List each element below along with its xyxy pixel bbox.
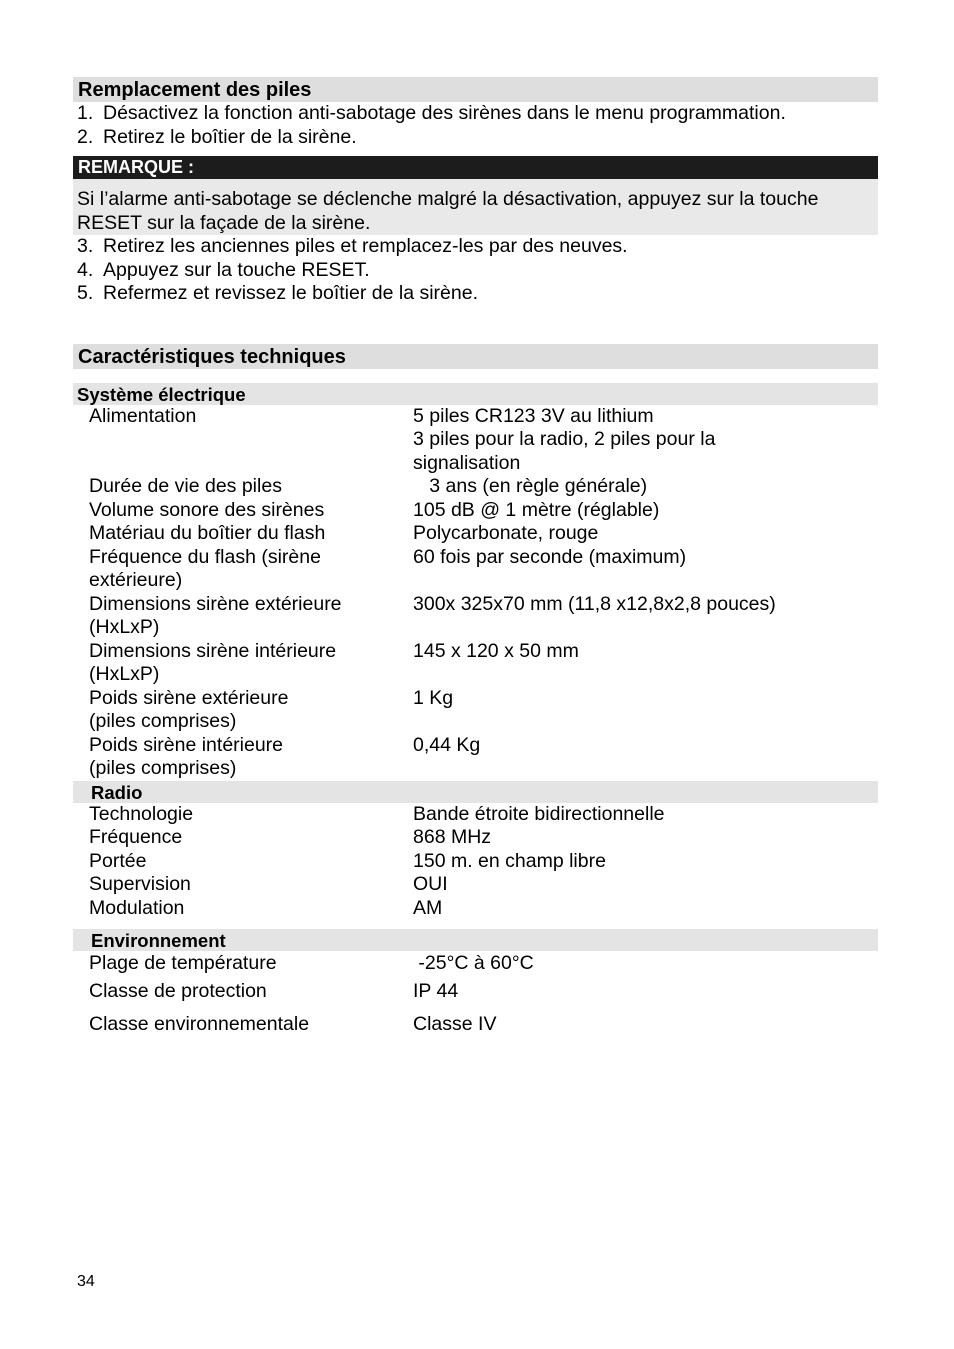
spec-value-line: Classe IV: [413, 1013, 497, 1035]
environment-subsection-title: Environnement: [73, 929, 878, 951]
spec-row: [73, 499, 878, 523]
spacer: [73, 306, 878, 344]
spec-label: [73, 826, 413, 850]
spec-label: [73, 687, 413, 734]
list-item: [73, 282, 878, 306]
remark-text: Si l’alarme anti-sabotage se déclenche malgré la désactivation, appuyez sur la touche: [77, 188, 819, 210]
spec-value-line: 150 m. en champ libre: [413, 849, 606, 872]
spec-value: [413, 897, 878, 921]
step-number: 3.: [77, 235, 94, 257]
spec-value-line: 868 MHz: [413, 826, 492, 848]
electrical-spec-table: [73, 405, 878, 781]
radio-subsection-title: Radio: [73, 781, 878, 803]
remark-text: RESET sur la façade de la sirène.: [77, 211, 371, 234]
spec-row: [73, 803, 878, 827]
step-number: 2.: [77, 125, 94, 148]
spec-label: [73, 640, 413, 687]
spec-value: [413, 952, 878, 976]
spec-label-line: Durée de vie des piles: [89, 475, 282, 497]
step-text: Désactivez la fonction anti-sabotage des sirènes dans le menu programmation.: [103, 102, 786, 124]
spec-label-line: (piles comprises): [89, 757, 237, 779]
list-item: [73, 259, 878, 283]
spec-row: [73, 826, 878, 850]
list-item: [73, 102, 878, 126]
list-item: [73, 235, 878, 259]
spec-label: [73, 952, 413, 976]
spec-row: [73, 980, 878, 1004]
spec-value: [413, 873, 878, 897]
spec-value: [413, 405, 878, 476]
spacer: [73, 369, 878, 383]
spec-value-line: 105 dB @ 1 mètre (réglable): [413, 498, 660, 521]
spec-value-line: Bande étroite bidirectionnelle: [413, 802, 665, 825]
spec-label-line: Classe de protection: [89, 979, 267, 1002]
specs-section-title: Caractéristiques techniques: [73, 344, 878, 369]
page-number: 34: [77, 1273, 95, 1290]
spec-label-line: extérieure): [89, 569, 183, 591]
spec-value: [413, 475, 878, 499]
spec-value: [413, 499, 878, 523]
spec-label: [73, 593, 413, 640]
spec-row: [73, 475, 878, 499]
spec-label-line: Fréquence: [89, 826, 183, 848]
spec-value-line: AM: [413, 896, 443, 919]
step-number: 5.: [77, 282, 94, 304]
spec-label: [73, 803, 413, 827]
step-text: Appuyez sur la touche RESET.: [103, 258, 370, 281]
spec-row: [73, 405, 878, 476]
spec-value: [413, 1013, 878, 1037]
step-text: Retirez les anciennes piles et remplacez-les par des neuves.: [103, 235, 628, 257]
spec-label: [73, 734, 413, 781]
spec-label: [73, 850, 413, 874]
radio-spec-table: [73, 803, 878, 921]
spec-value-line: 0,44 Kg: [413, 733, 481, 756]
spec-value: [413, 803, 878, 827]
remark-body: [73, 179, 878, 235]
spec-value: [413, 593, 878, 640]
spec-value-line: 3 ans (en règle générale): [413, 475, 648, 497]
steps-list-b: [73, 235, 878, 306]
spec-value-line: 300x 325x70 mm (11,8 x12,8x2,8 pouces): [413, 592, 776, 615]
spec-value-line: 5 piles CR123 3V au lithium: [413, 404, 654, 427]
spec-label-line: (HxLxP): [89, 616, 160, 638]
spec-value: [413, 687, 878, 734]
step-number: 1.: [77, 102, 94, 124]
spec-value: [413, 640, 878, 687]
spec-row: [73, 897, 878, 921]
spec-value: [413, 850, 878, 874]
spec-value-line: 3 piles pour la radio, 2 piles pour la: [413, 428, 716, 450]
spec-label-line: Dimensions sirène intérieure: [89, 639, 337, 662]
spec-label: [73, 499, 413, 523]
spec-label: [73, 873, 413, 897]
spec-value: [413, 522, 878, 546]
spacer: [73, 920, 878, 929]
spec-row: [73, 952, 878, 976]
spec-label-line: Alimentation: [89, 404, 197, 427]
environment-spec-table: [73, 952, 878, 1037]
spec-label-line: Portée: [89, 849, 147, 872]
spec-value-line: Polycarbonate, rouge: [413, 522, 599, 544]
spec-value: [413, 826, 878, 850]
spec-label-line: Modulation: [89, 896, 185, 919]
step-text: Retirez le boîtier de la sirène.: [103, 125, 357, 148]
remark-title: REMARQUE :: [73, 156, 878, 179]
battery-section-title: Remplacement des piles: [73, 77, 878, 102]
spec-label-line: Matériau du boîtier du flash: [89, 522, 326, 544]
spec-label: [73, 897, 413, 921]
spec-value-line: 145 x 120 x 50 mm: [413, 639, 579, 662]
spec-label: [73, 522, 413, 546]
spec-row: [73, 522, 878, 546]
spec-label-line: (piles comprises): [89, 710, 237, 732]
spec-row: [73, 1013, 878, 1037]
spec-value-line: 1 Kg: [413, 686, 454, 709]
spec-label-line: Technologie: [89, 802, 194, 825]
step-number: 4.: [77, 258, 94, 281]
spec-label: [73, 546, 413, 593]
spec-row: [73, 734, 878, 781]
spec-row: [73, 687, 878, 734]
list-item: [73, 126, 878, 150]
electrical-subsection-title: Système électrique: [73, 383, 878, 405]
spec-label-line: Supervision: [89, 873, 191, 895]
spec-row: [73, 593, 878, 640]
document-page: [73, 77, 878, 1037]
spec-value-line: -25°C à 60°C: [413, 952, 534, 974]
spec-label-line: Plage de température: [89, 952, 277, 974]
spec-label-line: Poids sirène intérieure: [89, 733, 284, 756]
spec-row: [73, 640, 878, 687]
spec-label-line: Fréquence du flash (sirène: [89, 545, 321, 568]
spec-label: [73, 980, 413, 1004]
spec-label: [73, 1013, 413, 1037]
spec-value: [413, 734, 878, 781]
spec-value-line: 60 fois par seconde (maximum): [413, 545, 687, 568]
spec-value-line: OUI: [413, 873, 448, 895]
spec-label: [73, 475, 413, 499]
spec-value-line: IP 44: [413, 979, 459, 1002]
spec-label-line: Dimensions sirène extérieure: [89, 592, 342, 615]
spec-value: [413, 546, 878, 593]
spec-label-line: (HxLxP): [89, 663, 160, 685]
spec-value: [413, 980, 878, 1004]
spec-row: [73, 546, 878, 593]
spec-row: [73, 850, 878, 874]
spec-row: [73, 873, 878, 897]
spec-label-line: Volume sonore des sirènes: [89, 498, 325, 521]
spec-value-line: signalisation: [413, 451, 521, 474]
spec-label-line: Classe environnementale: [89, 1013, 310, 1035]
steps-list-a: [73, 102, 878, 149]
spec-label: [73, 405, 413, 476]
spec-label-line: Poids sirène extérieure: [89, 686, 289, 709]
step-text: Refermez et revissez le boîtier de la sirène.: [103, 282, 478, 304]
